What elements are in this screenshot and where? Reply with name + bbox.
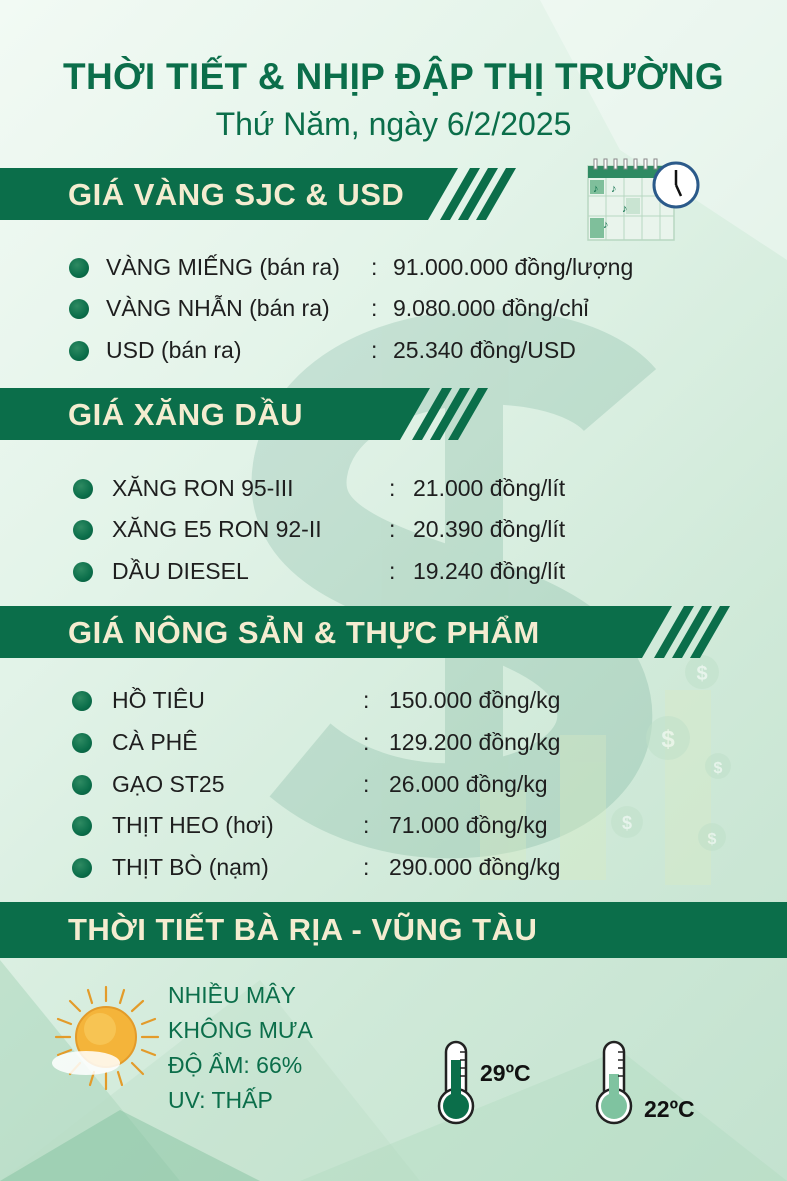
svg-text:♪: ♪ (603, 219, 609, 231)
item-value: 25.340 đồng/USD (393, 337, 576, 363)
separator: : (363, 854, 370, 880)
svg-text:$: $ (713, 760, 723, 777)
item-value: 19.240 đồng/lít (413, 558, 566, 584)
bullet-icon (72, 775, 92, 795)
separator: : (371, 337, 378, 363)
item-label: HỒ TIÊU (112, 687, 205, 713)
list-item (0, 554, 787, 590)
item-value: 21.000 đồng/lít (413, 475, 566, 501)
list-item (0, 333, 787, 369)
section-title-gold: GIÁ VÀNG SJC & USD (68, 177, 405, 212)
bullet-icon (72, 858, 92, 878)
svg-text:$: $ (707, 831, 717, 848)
page-date: Thứ Năm, ngày 6/2/2025 (215, 106, 572, 142)
svg-text:♪: ♪ (622, 203, 628, 215)
bullet-icon (69, 299, 89, 319)
weather-condition: NHIỀU MÂY (168, 982, 296, 1008)
separator: : (371, 295, 378, 321)
section-banner-agri (0, 606, 740, 658)
separator: : (363, 729, 370, 755)
svg-text:$: $ (696, 663, 708, 685)
item-value: 71.000 đồng/kg (389, 812, 548, 838)
temperature-low: 22ºC (644, 1096, 695, 1122)
item-value: 129.200 đồng/kg (389, 729, 561, 755)
svg-text:♪: ♪ (593, 183, 599, 195)
separator: : (389, 516, 396, 542)
item-label: VÀNG NHẪN (bán ra) (106, 295, 330, 321)
list-item (0, 725, 787, 761)
item-value: 9.080.000 đồng/chỉ (393, 295, 589, 321)
calendar-clock-icon (584, 158, 704, 242)
section-title-agri: GIÁ NÔNG SẢN & THỰC PHẨM (68, 615, 540, 650)
list-item (0, 850, 787, 886)
weather-humidity: ĐỘ ẨM: 66% (168, 1052, 303, 1078)
bullet-icon (69, 258, 89, 278)
svg-text:♪: ♪ (611, 183, 617, 195)
weather-rain: KHÔNG MƯA (168, 1017, 313, 1043)
page-title: THỜI TIẾT & NHỊP ĐẬP THỊ TRƯỜNG (63, 56, 724, 97)
item-label: CÀ PHÊ (112, 729, 198, 755)
list-item (0, 767, 787, 803)
list-item (0, 291, 787, 327)
bullet-icon (69, 341, 89, 361)
item-label: XĂNG E5 RON 92-II (112, 516, 322, 542)
item-value: 290.000 đồng/kg (389, 854, 561, 880)
section-banner-gold (0, 168, 520, 220)
separator: : (363, 812, 370, 838)
item-label: THỊT BÒ (nạm) (112, 854, 269, 880)
bullet-icon (73, 562, 93, 582)
separator: : (389, 558, 396, 584)
separator: : (363, 771, 370, 797)
item-label: USD (bán ra) (106, 337, 242, 363)
section-title-weather: THỜI TIẾT BÀ RỊA - VŨNG TÀU (68, 912, 538, 947)
item-value: 91.000.000 đồng/lượng (393, 254, 634, 280)
sun-icon (50, 985, 168, 1095)
item-label: VÀNG MIẾNG (bán ra) (106, 254, 340, 280)
item-value: 150.000 đồng/kg (389, 687, 561, 713)
section-banner-fuel (0, 388, 520, 440)
item-label: THỊT HEO (hơi) (112, 812, 274, 838)
bullet-icon (72, 733, 92, 753)
separator: : (371, 254, 378, 280)
item-label: XĂNG RON 95-III (112, 475, 294, 501)
svg-text:$: $ (661, 726, 675, 753)
thermometer-icon (592, 1040, 636, 1126)
item-value: 26.000 đồng/kg (389, 771, 548, 797)
bullet-icon (72, 691, 92, 711)
separator: : (389, 475, 396, 501)
thermometer-icon (434, 1040, 478, 1126)
item-value: 20.390 đồng/lít (413, 516, 566, 542)
temperature-high: 29ºC (480, 1060, 531, 1086)
bullet-icon (72, 816, 92, 836)
separator: : (363, 687, 370, 713)
bullet-icon (73, 479, 93, 499)
svg-text:$: $ (621, 813, 633, 833)
item-label: GẠO ST25 (112, 771, 225, 797)
list-item (0, 808, 787, 844)
list-item (0, 683, 787, 719)
list-item (0, 250, 787, 286)
header (0, 56, 787, 143)
weather-uv: UV: THẤP (168, 1087, 273, 1113)
section-title-fuel: GIÁ XĂNG DẦU (68, 397, 304, 432)
section-banner-weather (0, 902, 787, 958)
bullet-icon (73, 520, 93, 540)
list-item (0, 512, 787, 548)
item-label: DẦU DIESEL (112, 558, 249, 584)
list-item (0, 471, 787, 507)
